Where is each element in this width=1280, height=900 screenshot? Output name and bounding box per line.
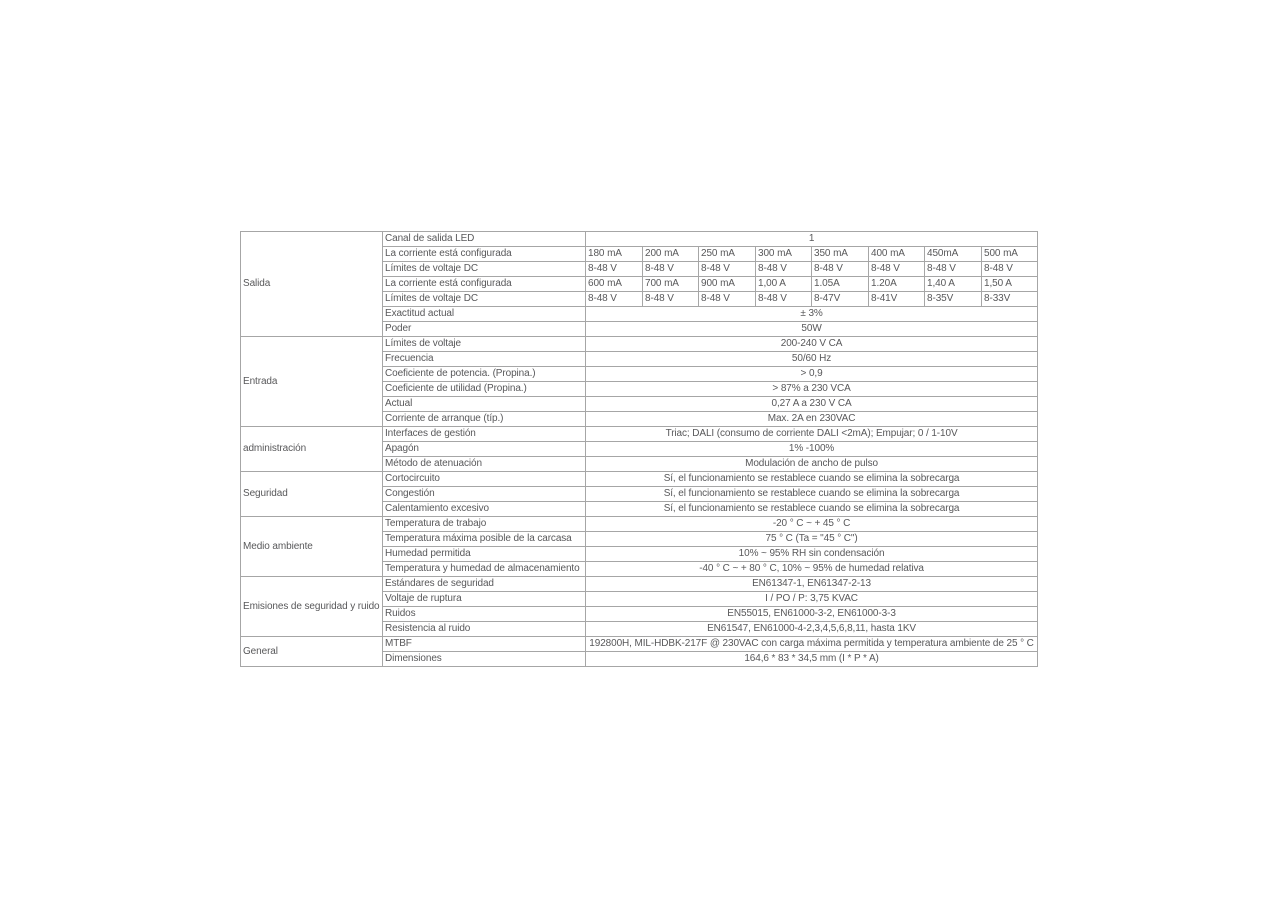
spec-row xyxy=(241,337,1038,352)
spec-value-cell: 8-48 V xyxy=(643,292,699,307)
spec-value-cell: EN55015, EN61000-3-2, EN61000-3-3 xyxy=(586,607,1038,622)
spec-value-cell: 0,27 A a 230 V CA xyxy=(586,397,1038,412)
spec-value-cell: 192800H, MIL-HDBK-217F @ 230VAC con carga máxima permitida y temperatura ambiente de 25 ° C xyxy=(586,637,1038,652)
spec-label-cell: Cortocircuito xyxy=(383,472,586,487)
spec-label-cell: Temperatura de trabajo xyxy=(383,517,586,532)
spec-value-cell: 250 mA xyxy=(699,247,756,262)
spec-table-body xyxy=(241,232,1038,667)
spec-value-cell: 200-240 V CA xyxy=(586,337,1038,352)
section-cell-medio-ambiente: Medio ambiente xyxy=(241,517,383,577)
spec-label-cell: Límites de voltaje DC xyxy=(383,262,586,277)
spec-value-cell: 350 mA xyxy=(812,247,869,262)
spec-row xyxy=(241,232,1038,247)
section-cell-emisiones-de-seguridad-y-ruido: Emisiones de seguridad y ruido xyxy=(241,577,383,637)
spec-label-cell: Dimensiones xyxy=(383,652,586,667)
spec-value-cell: -40 ° C ~ + 80 ° C, 10% ~ 95% de humedad relativa xyxy=(586,562,1038,577)
spec-value-cell: EN61347-1, EN61347-2-13 xyxy=(586,577,1038,592)
spec-value-cell: I / PO / P: 3,75 KVAC xyxy=(586,592,1038,607)
spec-value-cell: 400 mA xyxy=(869,247,925,262)
spec-value-cell: 8-48 V xyxy=(586,292,643,307)
spec-label-cell: Coeficiente de utilidad (Propina.) xyxy=(383,382,586,397)
spec-label-cell: Coeficiente de potencia. (Propina.) xyxy=(383,367,586,382)
spec-row xyxy=(241,637,1038,652)
spec-value-cell: 8-48 V xyxy=(756,262,812,277)
spec-label-cell: Estándares de seguridad xyxy=(383,577,586,592)
spec-label-cell: La corriente está configurada xyxy=(383,247,586,262)
spec-label-cell: Temperatura máxima posible de la carcasa xyxy=(383,532,586,547)
spec-label-cell: Congestión xyxy=(383,487,586,502)
spec-label-cell: Exactitud actual xyxy=(383,307,586,322)
spec-value-cell: 450mA xyxy=(925,247,982,262)
spec-value-cell: 8-48 V xyxy=(756,292,812,307)
spec-table xyxy=(240,231,1038,667)
spec-value-cell: 700 mA xyxy=(643,277,699,292)
spec-label-cell: Corriente de arranque (típ.) xyxy=(383,412,586,427)
spec-label-cell: Voltaje de ruptura xyxy=(383,592,586,607)
spec-value-cell: 1,40 A xyxy=(925,277,982,292)
spec-label-cell: MTBF xyxy=(383,637,586,652)
spec-label-cell: Método de atenuación xyxy=(383,457,586,472)
spec-value-cell: 1.05A xyxy=(812,277,869,292)
section-cell-entrada: Entrada xyxy=(241,337,383,427)
spec-value-cell: -20 ° C ~ + 45 ° C xyxy=(586,517,1038,532)
section-cell-administracion: administración xyxy=(241,427,383,472)
spec-row xyxy=(241,472,1038,487)
spec-value-cell: 75 ° C (Ta = "45 ° C") xyxy=(586,532,1038,547)
spec-value-cell: > 87% a 230 VCA xyxy=(586,382,1038,397)
spec-label-cell: Límites de voltaje DC xyxy=(383,292,586,307)
spec-value-cell: 8-48 V xyxy=(643,262,699,277)
spec-value-cell: 500 mA xyxy=(982,247,1038,262)
spec-label-cell: Interfaces de gestión xyxy=(383,427,586,442)
spec-value-cell: Modulación de ancho de pulso xyxy=(586,457,1038,472)
spec-label-cell: Temperatura y humedad de almacenamiento xyxy=(383,562,586,577)
spec-value-cell: 50/60 Hz xyxy=(586,352,1038,367)
spec-value-cell: 600 mA xyxy=(586,277,643,292)
spec-label-cell: Actual xyxy=(383,397,586,412)
spec-value-cell: 200 mA xyxy=(643,247,699,262)
spec-label-cell: La corriente está configurada xyxy=(383,277,586,292)
spec-value-cell: 8-48 V xyxy=(586,262,643,277)
spec-label-cell: Canal de salida LED xyxy=(383,232,586,247)
spec-value-cell: 8-48 V xyxy=(925,262,982,277)
spec-label-cell: Calentamiento excesivo xyxy=(383,502,586,517)
spec-value-cell: 8-48 V xyxy=(699,292,756,307)
spec-value-cell: 50W xyxy=(586,322,1038,337)
spec-value-cell: 164,6 * 83 * 34,5 mm (I * P * A) xyxy=(586,652,1038,667)
spec-value-cell: 900 mA xyxy=(699,277,756,292)
spec-value-cell: 8-35V xyxy=(925,292,982,307)
spec-label-cell: Frecuencia xyxy=(383,352,586,367)
spec-value-cell: 8-48 V xyxy=(812,262,869,277)
spec-value-cell: Sí, el funcionamiento se restablece cuando se elimina la sobrecarga xyxy=(586,502,1038,517)
spec-label-cell: Límites de voltaje xyxy=(383,337,586,352)
spec-value-cell: 8-48 V xyxy=(869,262,925,277)
spec-value-cell: Sí, el funcionamiento se restablece cuando se elimina la sobrecarga xyxy=(586,472,1038,487)
spec-value-cell: Sí, el funcionamiento se restablece cuando se elimina la sobrecarga xyxy=(586,487,1038,502)
spec-value-cell: > 0,9 xyxy=(586,367,1038,382)
spec-label-cell: Resistencia al ruido xyxy=(383,622,586,637)
spec-value-cell: 300 mA xyxy=(756,247,812,262)
spec-value-cell: 1% -100% xyxy=(586,442,1038,457)
spec-row xyxy=(241,517,1038,532)
spec-value-cell: 8-33V xyxy=(982,292,1038,307)
spec-value-cell: 180 mA xyxy=(586,247,643,262)
section-cell-general: General xyxy=(241,637,383,667)
spec-label-cell: Humedad permitida xyxy=(383,547,586,562)
section-cell-salida: Salida xyxy=(241,232,383,337)
spec-label-cell: Ruidos xyxy=(383,607,586,622)
spec-value-cell: 1,50 A xyxy=(982,277,1038,292)
spec-value-cell: 1 xyxy=(586,232,1038,247)
spec-value-cell: 8-48 V xyxy=(699,262,756,277)
spec-value-cell: ± 3% xyxy=(586,307,1038,322)
spec-value-cell: 1.20A xyxy=(869,277,925,292)
spec-value-cell: 10% ~ 95% RH sin condensación xyxy=(586,547,1038,562)
section-cell-seguridad: Seguridad xyxy=(241,472,383,517)
spec-value-cell: 8-48 V xyxy=(982,262,1038,277)
spec-value-cell: 8-47V xyxy=(812,292,869,307)
spec-value-cell: Max. 2A en 230VAC xyxy=(586,412,1038,427)
spec-value-cell: EN61547, EN61000-4-2,3,4,5,6,8,11, hasta 1KV xyxy=(586,622,1038,637)
spec-row xyxy=(241,577,1038,592)
spec-row xyxy=(241,427,1038,442)
spec-label-cell: Apagón xyxy=(383,442,586,457)
spec-value-cell: 8-41V xyxy=(869,292,925,307)
spec-value-cell: Triac; DALI (consumo de corriente DALI <2mA); Empujar; 0 / 1-10V xyxy=(586,427,1038,442)
spec-label-cell: Poder xyxy=(383,322,586,337)
spec-value-cell: 1,00 A xyxy=(756,277,812,292)
